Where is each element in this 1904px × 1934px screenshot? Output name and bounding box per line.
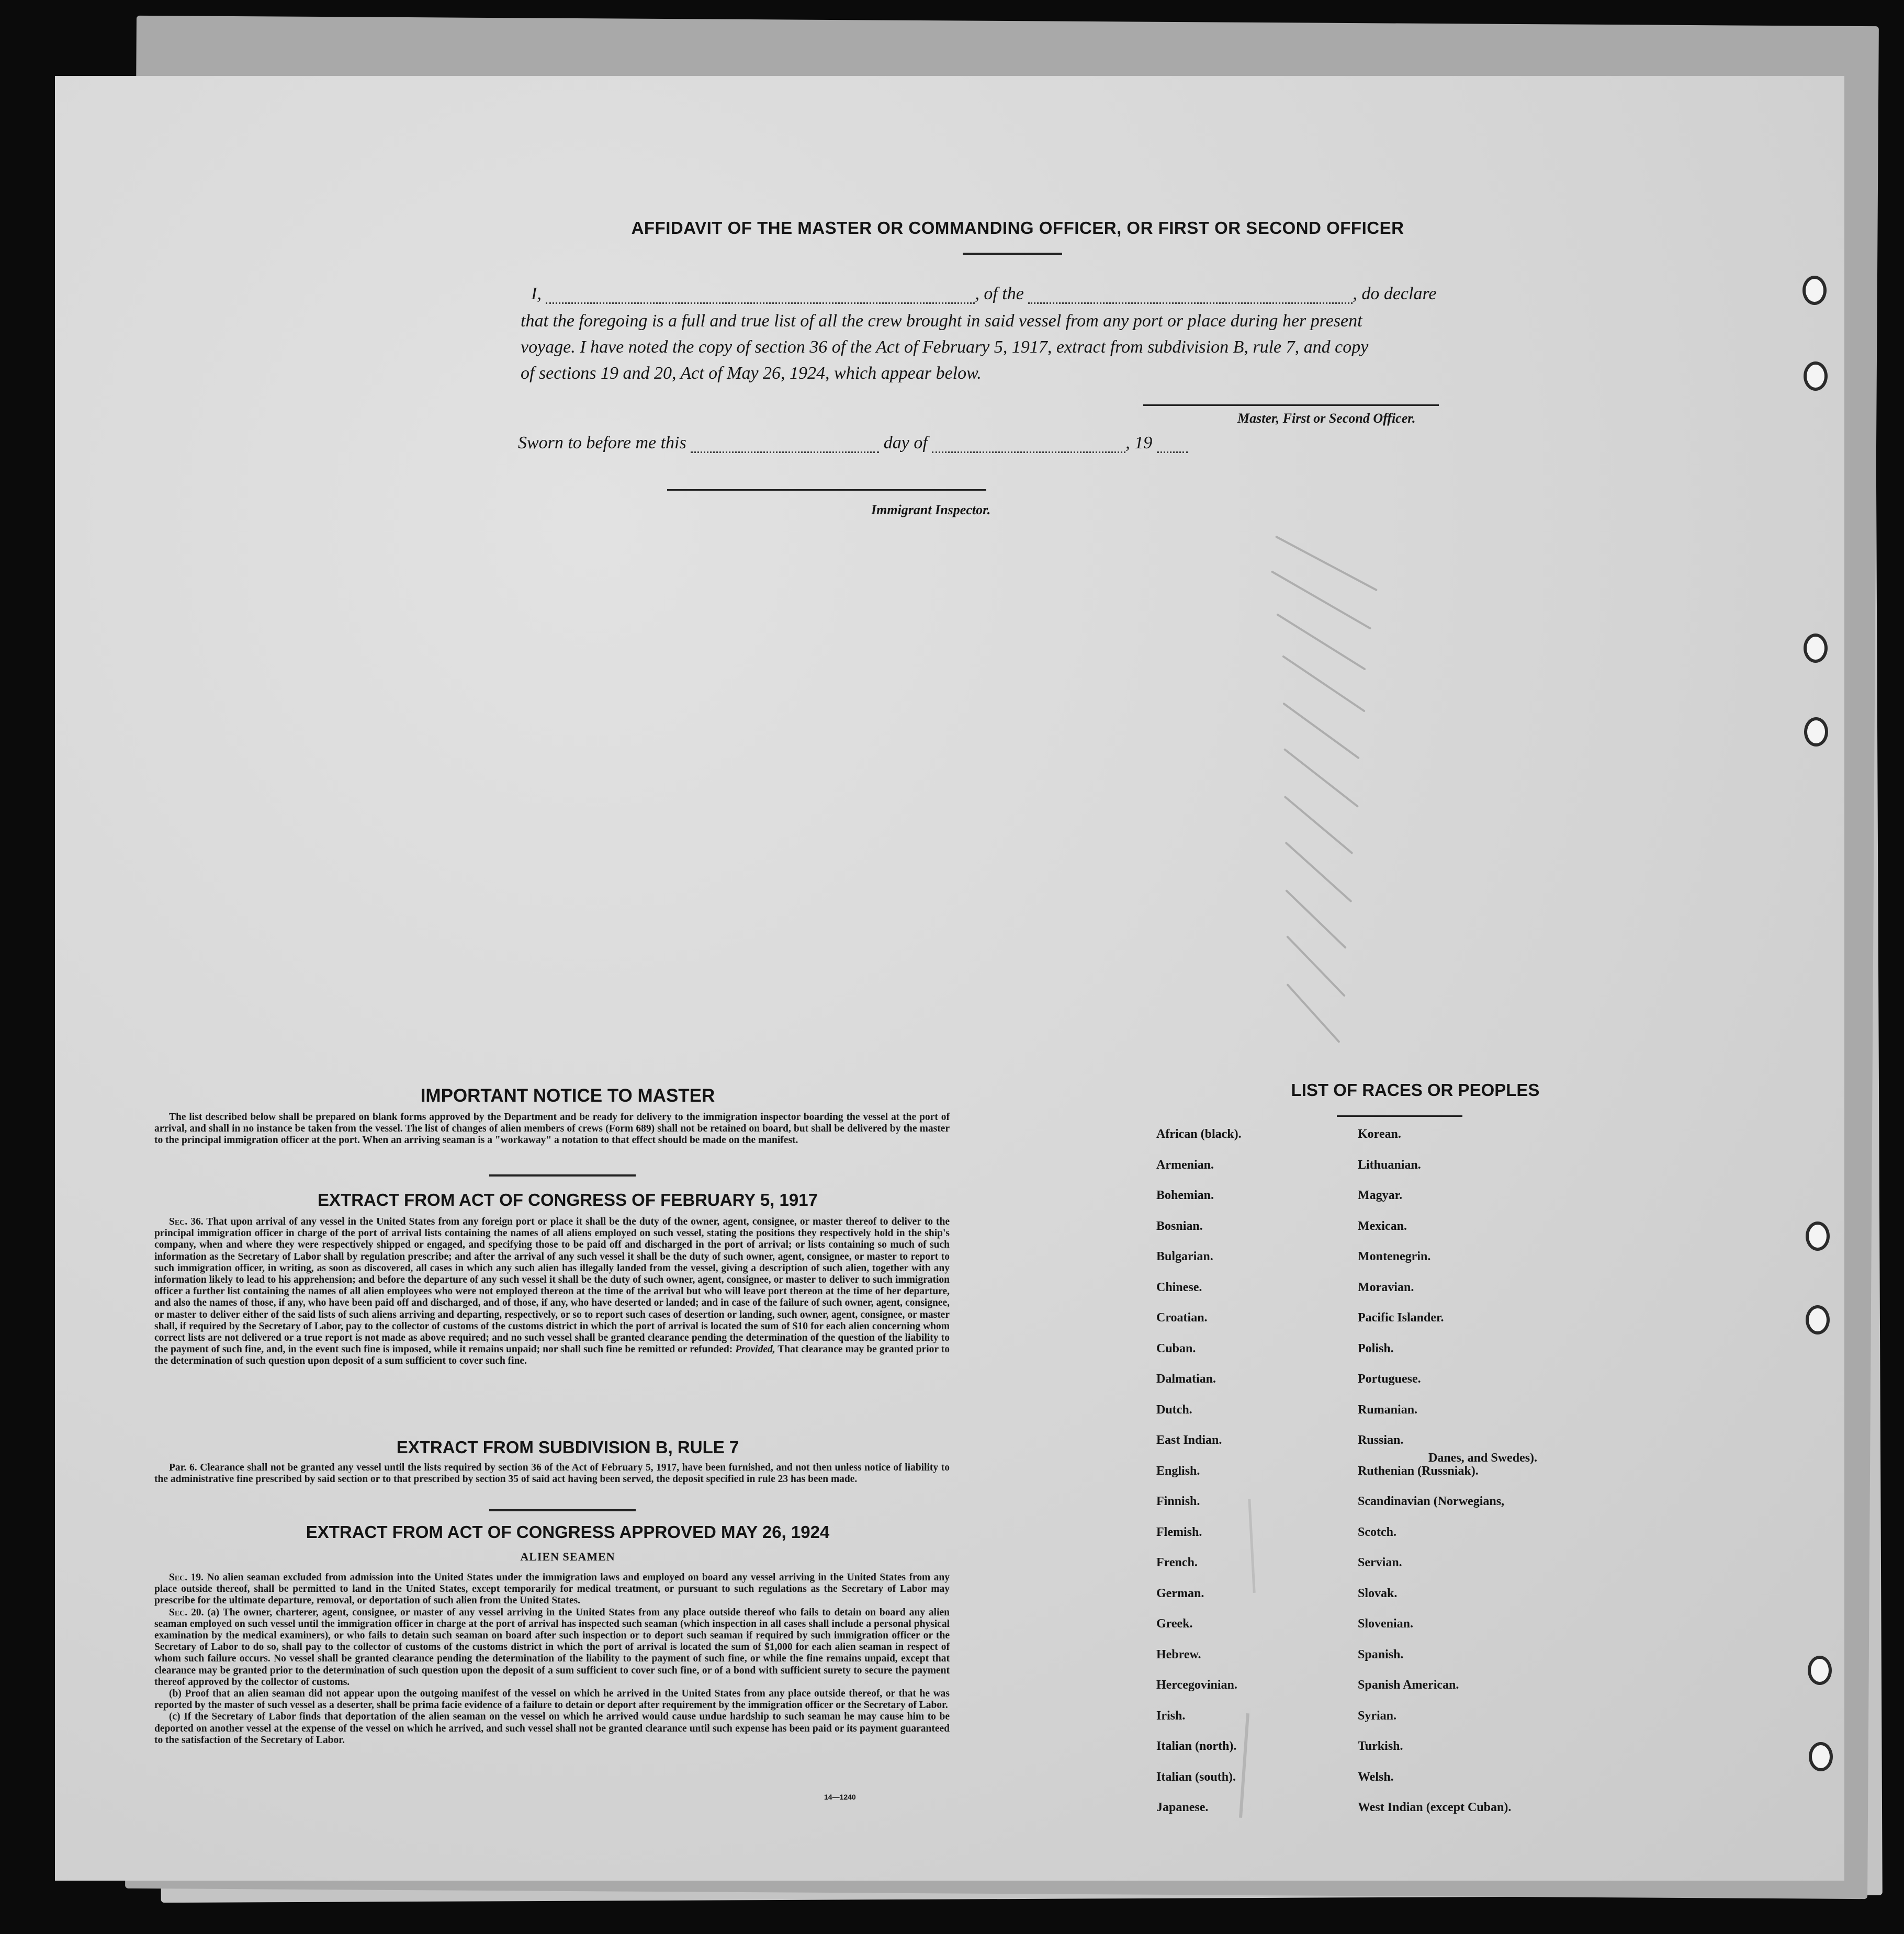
notice-text: [154, 1112, 950, 1147]
race-item: Servian.: [1358, 1556, 1402, 1569]
extract-1917-text: [154, 1216, 950, 1367]
bleed-through-mark: [1286, 983, 1340, 1043]
punch-hole: [1806, 1222, 1830, 1251]
section-label: Sec. 20.: [169, 1607, 204, 1618]
race-item: Scandinavian (Norwegians,: [1358, 1495, 1505, 1508]
race-item: Cuban.: [1156, 1341, 1196, 1355]
race-item: Chinese.: [1156, 1280, 1202, 1294]
affidavit-title: AFFIDAVIT OF THE MASTER OR COMMANDING OFFICER, OR FIRST OR SECOND OFFICER: [631, 218, 1404, 237]
bleed-through-mark: [1285, 842, 1352, 903]
race-item: German.: [1156, 1586, 1204, 1600]
race-item: West Indian (except Cuban).: [1358, 1801, 1512, 1814]
section-20a-text: (a) The owner, charterer, agent, consignee, or master of any vessel arriving in the United States from any place outside thereof who fails to detain on board any alien seaman employed on such vessel until the immigration officer in charge at the port of arrival has inspected such seaman (which inspection in all cases shall include a personal physical examination by the medical examiners), or who fails to detain such seaman on board after such inspection or to deport such seaman if required by such immigration officer or the Secretary of Labor to do so, shall pay to the collector of customs of the customs district in which the port of arrival is located the sum of $1,000 for each alien seaman in respect of whom such failure occurs. No vessel shall be granted clearance pending the determination of the liability to the payment of such fine, or while the fine remains unpaid, except that clearance may be granted prior to the determination of such question upon the deposit of a sum sufficient to cover such fine, or of a bond with sufficient surety to secure the payment thereof approved by the collector of customs.: [154, 1607, 950, 1688]
race-item: Mexican.: [1358, 1219, 1407, 1233]
punch-hole: [1804, 361, 1828, 391]
manifest-page: [55, 76, 1844, 1881]
section-36-text: That upon arrival of any vessel in the United States from any foreign port or place it shall be the duty of the owner, agent, consignee, or master thereof to deliver to the principal immigration officer in charge of the port of arrival lists containing the names of all aliens employed on such vessel, stating the positions they respectively hold in the ship's company, when and where they were respectively shipped or engaged, and specifying those to be paid off and discharged in the port of arrival; or lists containing so much of such information as the Secretary of Labor shall by regulation prescribe; and after the arrival of any such vessel it shall be the duty of such owner, agent, consignee, or master to report to such immigration officer, in writing, as soon as discovered, all cases in which any such alien has illegally landed from the vessel, giving a description of such alien, together with any information likely to lead to his apprehension; and before the departure of any such vessel it shall be the duty of such owner, agent, consignee, or master to deliver to such immigration officer a further list containing the names of all alien employees who were not employed thereon at the time of the arrival but who will leave port thereon at the time of her departure, and also the names of those, if any, who have been paid off and discharged, and of those, if any, who have deserted or landed; and in case of the failure of such owner, agent, consignee, or master to deliver either of the said lists of such aliens arriving and departing, respectively, or so to report such cases of desertion or landing, such owner, agent, consignee, or master shall, if required by the Secretary of Labor, pay to the collector of customs of the customs district in which the port of arrival is located the sum of $10 for each alien concerning whom correct lists are not delivered or a true report is not made as above required; and no such vessel shall be granted clearance pending the determination of the question of the liability to the payment of such fine, and, in the event such fine is imposed, while it remains unpaid; nor shall such fine be remitted or refunded:: [154, 1216, 950, 1355]
race-item: Montenegrin.: [1358, 1250, 1431, 1263]
sworn-line: [518, 432, 1188, 453]
punch-hole: [1809, 1742, 1833, 1771]
race-item: Moravian.: [1358, 1280, 1414, 1294]
extract-rule7-title: EXTRACT FROM SUBDIVISION B, RULE 7: [396, 1438, 739, 1457]
race-item: Spanish.: [1358, 1647, 1404, 1661]
race-item: Russian.: [1358, 1433, 1404, 1447]
sworn-label: Sworn to before me this: [518, 433, 686, 453]
race-item: Portuguese.: [1358, 1372, 1421, 1386]
race-item: East Indian.: [1156, 1433, 1222, 1447]
divider: [489, 1509, 636, 1511]
par-6-paragraph: Par. 6. Clearance shall not be granted any vessel until the lists required by section 36 of the Act of February 5, 1917, have been furnished, and not then unless notice of liability to the administrative fine prescribed by said section or to that prescribed by section 35 of said act having been served, the deposit specified in rule 23 has been made.: [154, 1462, 950, 1485]
race-item: Rumanian.: [1358, 1403, 1418, 1417]
notice-title: IMPORTANT NOTICE TO MASTER: [420, 1085, 715, 1106]
sworn-day-field[interactable]: [691, 432, 879, 453]
race-item: Turkish.: [1358, 1739, 1403, 1753]
extract-rule7-text: [154, 1462, 950, 1485]
form-number: 14—1240: [824, 1793, 856, 1801]
master-signature-label: Master, First or Second Officer.: [1237, 411, 1416, 426]
race-item: Lithuanian.: [1358, 1158, 1421, 1172]
day-of-label: day of: [883, 433, 928, 453]
sworn-year-field[interactable]: [1157, 432, 1188, 453]
divider: [963, 253, 1062, 255]
inspector-signature-line[interactable]: [667, 489, 986, 491]
race-item: Spanish American.: [1358, 1678, 1459, 1692]
master-signature-line[interactable]: [1143, 404, 1439, 406]
race-item: Hebrew.: [1156, 1647, 1201, 1661]
race-item: Bulgarian.: [1156, 1250, 1213, 1263]
race-item: African (black).: [1156, 1127, 1242, 1141]
race-item: Danes, and Swedes).: [1428, 1451, 1538, 1465]
extract-1924-text: [154, 1572, 950, 1746]
affidavit-text-line: that the foregoing is a full and true list of all the crew brought in said vessel from any port or place during her present: [521, 311, 1362, 331]
bleed-through-mark: [1284, 796, 1354, 854]
race-item: Croatian.: [1156, 1311, 1208, 1325]
race-item: Syrian.: [1358, 1709, 1397, 1723]
inspector-label: Immigrant Inspector.: [871, 502, 991, 517]
race-item: Dalmatian.: [1156, 1372, 1216, 1386]
punch-hole: [1804, 634, 1828, 663]
declaration-do-declare: , do declare: [1353, 284, 1437, 303]
race-item: Magyar.: [1358, 1189, 1403, 1202]
divider: [1337, 1115, 1462, 1117]
proviso-text: That clearance may be granted prior to the determination of such question upon deposit of a sum sufficient to cover such fine.: [154, 1344, 950, 1367]
bleed-through-mark: [1286, 935, 1346, 997]
proviso-label: Provided,: [735, 1344, 775, 1355]
race-item: Slovak.: [1358, 1586, 1398, 1600]
section-20c-paragraph: (c) If the Secretary of Labor finds that deportation of the alien seaman on the vessel on which he arrived would cause undue hardship to such seaman he may cause him to be deported on another vessel at the expense of the vessel on which he arrived, and such vessel shall not be granted clearance until such expense has been paid or its payment guaranteed to the satisfaction of the Secretary of Labor.: [154, 1711, 950, 1746]
section-label: Sec. 36.: [169, 1216, 204, 1227]
extract-1917-title: EXTRACT FROM ACT OF CONGRESS OF FEBRUARY 5, 1917: [318, 1190, 818, 1209]
races-title: LIST OF RACES OR PEOPLES: [1291, 1080, 1540, 1100]
section-label: Sec. 19.: [169, 1572, 204, 1583]
extract-1924-title: EXTRACT FROM ACT OF CONGRESS APPROVED MAY 26, 1924: [306, 1522, 830, 1542]
handwritten-mark: [1248, 1499, 1255, 1593]
punch-hole: [1802, 276, 1827, 305]
race-item: Japanese.: [1156, 1801, 1209, 1814]
race-item: Italian (north).: [1156, 1739, 1237, 1753]
race-item: Ruthenian (Russniak).: [1358, 1464, 1479, 1478]
race-item: Pacific Islander.: [1358, 1311, 1444, 1325]
punch-hole: [1804, 717, 1828, 747]
race-item: French.: [1156, 1556, 1198, 1569]
race-item: Dutch.: [1156, 1403, 1192, 1417]
section-19-paragraph: [154, 1572, 950, 1607]
affidavit-text-line: of sections 19 and 20, Act of May 26, 1924, which appear below.: [521, 364, 982, 383]
race-item: Italian (south).: [1156, 1770, 1236, 1784]
race-item: Bohemian.: [1156, 1189, 1214, 1202]
divider: [489, 1174, 636, 1177]
year-label: , 19: [1125, 433, 1153, 453]
handwritten-mark: [1239, 1713, 1249, 1818]
affidavit-text-line: voyage. I have noted the copy of section 36 of the Act of February 5, 1917, extract from subdivision B, rule 7, and copy: [521, 337, 1369, 357]
race-item: Scotch.: [1358, 1525, 1396, 1539]
alien-seamen-subtitle: ALIEN SEAMEN: [520, 1550, 615, 1563]
section-20a-paragraph: [154, 1607, 950, 1688]
bleed-through-mark: [1282, 655, 1366, 712]
declaration-of-the: , of the: [975, 284, 1024, 303]
race-item: Bosnian.: [1156, 1219, 1203, 1233]
notice-paragraph: The list described below shall be prepared on blank forms approved by the Department and be ready for delivery to the immigration inspector boarding the vessel at the port of arrival, and shall in no instance be taken from the vessel. The list of changes of alien members of crews (Form 689) shall not be retained on board, but shall be delivered by the master to the principal immigration officer at the port. When an arriving seaman is a "workaway" a notation to that effect should be made on the manifest.: [154, 1112, 950, 1146]
vessel-name-field[interactable]: [1028, 282, 1353, 304]
race-item: Hercegovinian.: [1156, 1678, 1237, 1692]
officer-name-field[interactable]: [546, 282, 975, 304]
race-item: Flemish.: [1156, 1525, 1202, 1539]
race-item: Irish.: [1156, 1709, 1186, 1723]
race-item: Slovenian.: [1358, 1617, 1414, 1631]
declaration-i: I,: [531, 284, 542, 303]
race-item: Armenian.: [1156, 1158, 1214, 1172]
affidavit-declaration-line: [531, 282, 1437, 304]
race-item: English.: [1156, 1464, 1200, 1478]
section-20b-paragraph: (b) Proof that an alien seaman did not appear upon the outgoing manifest of the vessel on which he arrived in the United States from any place outside thereof, or that he was reported by the master of such vessel as a deserter, shall be prima facie evidence of a failure to detain or deport after requirement by the immigration officer or the Secretary of Labor.: [154, 1688, 950, 1711]
bleed-through-mark: [1282, 702, 1360, 759]
race-item: Finnish.: [1156, 1495, 1200, 1508]
punch-hole: [1808, 1656, 1832, 1685]
section-36-paragraph: [154, 1216, 950, 1367]
bleed-through-mark: [1285, 889, 1347, 949]
punch-hole: [1806, 1305, 1830, 1334]
sworn-month-field[interactable]: [932, 432, 1125, 453]
race-item: Welsh.: [1358, 1770, 1394, 1784]
race-item: Korean.: [1358, 1127, 1401, 1141]
race-item: Polish.: [1358, 1341, 1394, 1355]
section-19-text: No alien seaman excluded from admission into the United States under the immigration laws and employed on board any vessel arriving in the United States from any place outside thereof, shall be permitted to land in the United States, except temporarily for medical treatment, or pursuant to such regulations as the Secretary of Labor may prescribe for the ultimate departure, removal, or deportation of such alien from the United States.: [154, 1572, 950, 1607]
bleed-through-mark: [1283, 748, 1359, 808]
race-item: Greek.: [1156, 1617, 1193, 1631]
